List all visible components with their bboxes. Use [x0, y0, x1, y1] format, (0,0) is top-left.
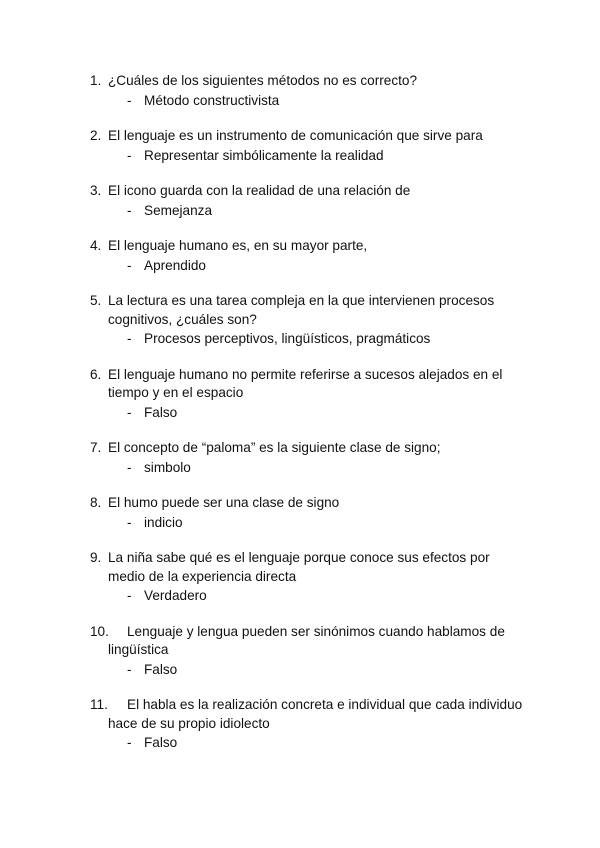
question-text: La lectura es una tarea compleja en la que intervienen procesos cognitivos, ¿cuáles son?	[108, 293, 495, 327]
question-text: El lenguaje es un instrumento de comunicación que sirve para	[108, 128, 483, 143]
answer-item	[108, 587, 530, 606]
answer-item	[108, 734, 530, 753]
question-item	[90, 237, 530, 275]
answer-text: Método constructivista	[144, 92, 280, 108]
answer-dash: -	[127, 147, 132, 163]
question-number: 6.	[90, 366, 102, 382]
answer-text: simbolo	[144, 459, 191, 475]
question-item	[90, 549, 530, 606]
question-number: 9.	[90, 550, 102, 565]
question-text: El icono guarda con la realidad de una relación de	[108, 183, 411, 198]
question-list	[90, 72, 530, 770]
answer-item	[108, 330, 530, 349]
answer-dash: -	[127, 404, 132, 420]
question-number: 1.	[90, 73, 102, 88]
answer-item	[108, 92, 530, 111]
answer-text: Falso	[144, 735, 178, 750]
answer-item	[108, 404, 530, 423]
answer-dash: -	[127, 459, 132, 475]
answer-text: Procesos perceptivos, lingüísticos, pragmáticos	[144, 331, 431, 346]
answer-item	[108, 459, 530, 478]
question-text: La niña sabe qué es el lenguaje porque conoce sus efectos por medio de la experiencia directa	[108, 550, 490, 584]
answer-text: Falso	[144, 404, 178, 420]
question-number: 7.	[90, 440, 102, 455]
answer-dash: -	[127, 331, 132, 346]
question-item	[90, 127, 530, 165]
question-item	[90, 366, 530, 423]
question-item	[90, 292, 530, 349]
question-text: El lenguaje humano no permite referirse a sucesos alejados en el tiempo y en el espacio	[108, 366, 503, 400]
answer-text: Falso	[144, 661, 178, 677]
answer-text: Representar simbólicamente la realidad	[144, 147, 384, 163]
question-item	[90, 72, 530, 110]
question-text: El concepto de “paloma” es la siguiente clase de signo;	[108, 440, 441, 455]
answer-dash: -	[127, 257, 132, 273]
question-item	[90, 494, 530, 532]
answer-dash: -	[127, 735, 132, 750]
question-number: 2.	[90, 128, 102, 143]
answer-text: Verdadero	[144, 588, 207, 603]
answer-text: Aprendido	[144, 257, 206, 273]
question-text: ¿Cuáles de los siguientes métodos no es correcto?	[108, 73, 418, 88]
answer-dash: -	[127, 202, 132, 218]
question-text: El lenguaje humano es, en su mayor parte,	[108, 238, 368, 253]
question-number: 4.	[90, 238, 102, 253]
answer-dash: -	[127, 514, 132, 530]
answer-item	[108, 661, 530, 680]
answer-dash: -	[127, 661, 132, 677]
answer-text: indicio	[144, 514, 183, 530]
question-text: El humo puede ser una clase de signo	[108, 495, 340, 510]
answer-text: Semejanza	[144, 202, 213, 218]
question-number: 8.	[90, 495, 102, 510]
question-number: 10.	[90, 623, 109, 639]
question-number: 11.	[90, 697, 108, 712]
answer-item	[108, 514, 530, 533]
answer-item	[108, 202, 530, 221]
question-item	[90, 439, 530, 477]
question-number: 5.	[90, 293, 102, 308]
question-text: Lenguaje y lengua pueden ser sinónimos cuando hablamos de lingüística	[108, 623, 505, 657]
question-item	[90, 182, 530, 220]
answer-dash: -	[127, 588, 132, 603]
question-item	[90, 696, 530, 753]
question-number: 3.	[90, 183, 102, 198]
answer-dash: -	[127, 92, 132, 108]
answer-item	[108, 257, 530, 276]
answer-item	[108, 147, 530, 166]
question-item	[90, 623, 530, 680]
question-text: El habla es la realización concreta e individual que cada individuo hace de su propio idiolecto	[108, 697, 523, 731]
